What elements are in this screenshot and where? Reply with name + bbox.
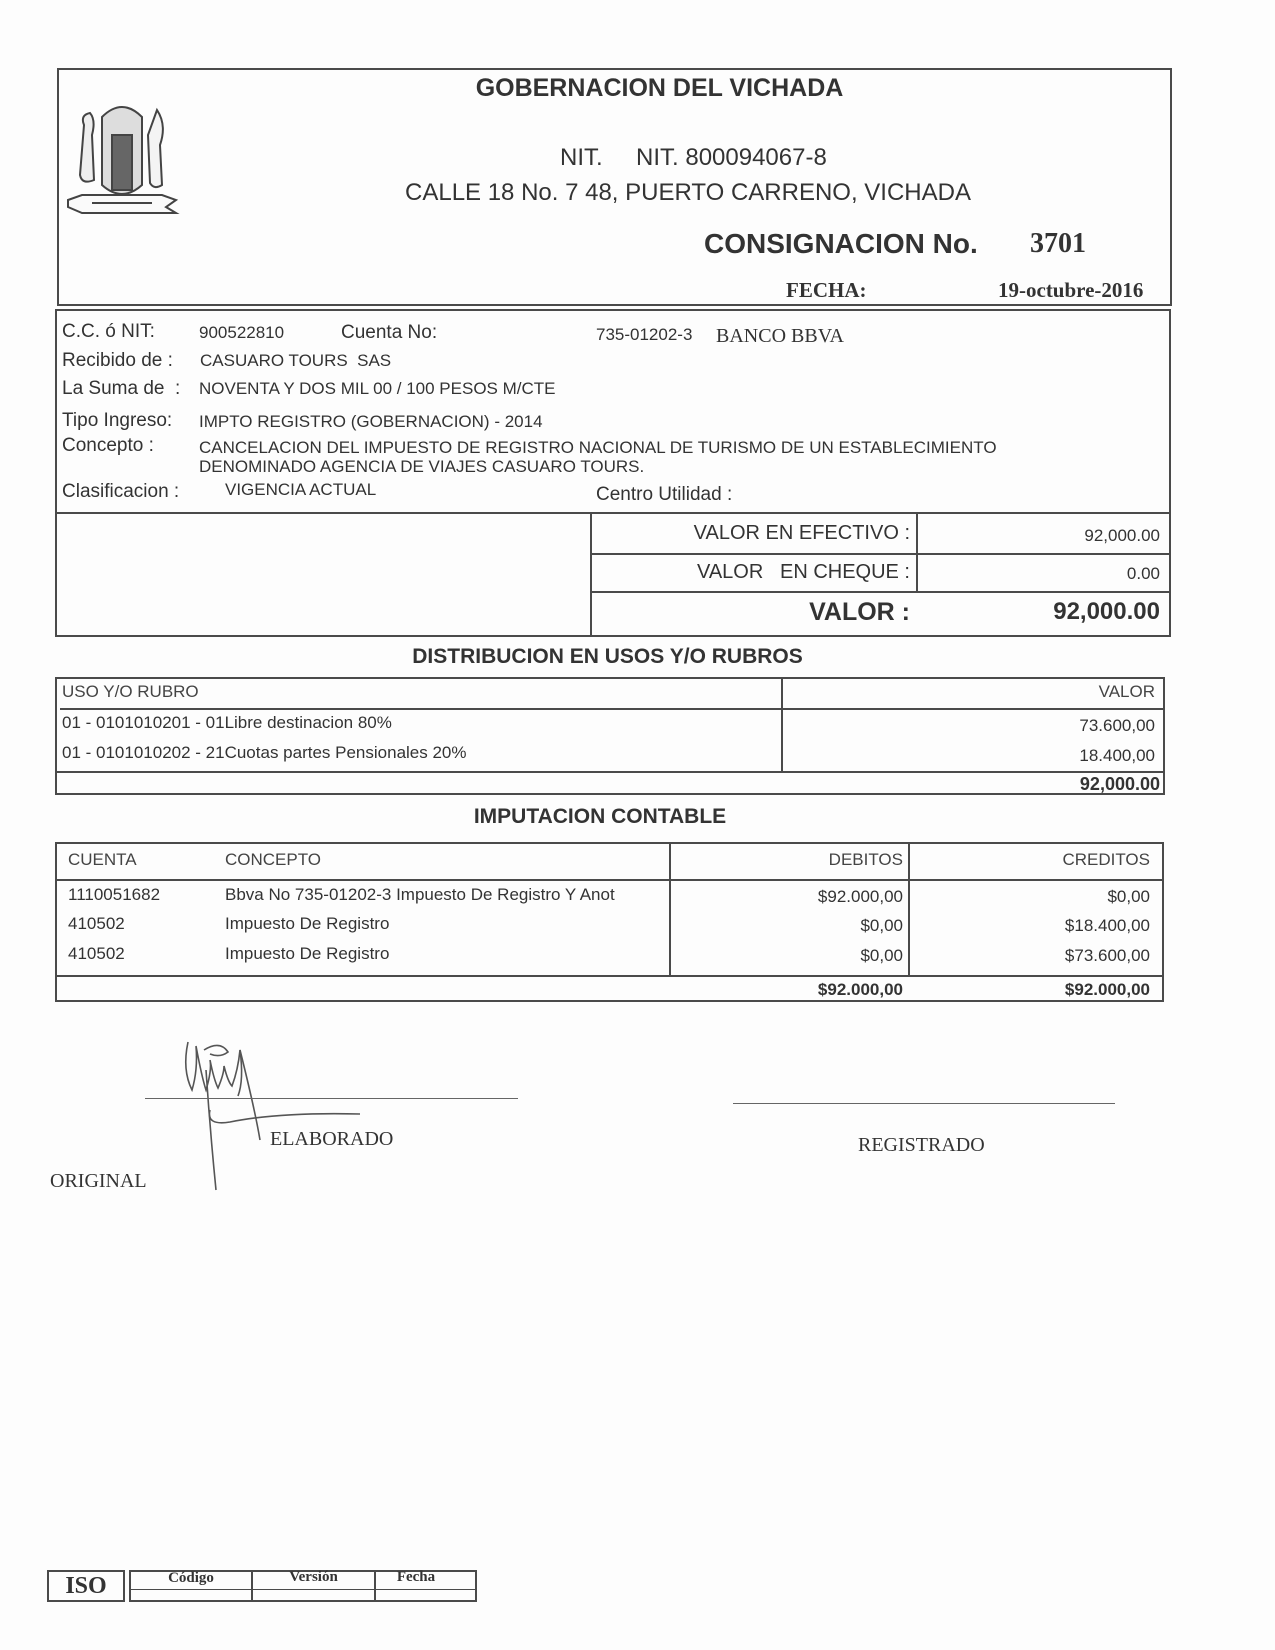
divider <box>55 512 1170 514</box>
imputacion-credito: $0,00 <box>1107 887 1150 906</box>
clasificacion-label: Clasificacion : <box>62 481 180 502</box>
distribucion-total: 92,000.00 <box>1079 774 1160 794</box>
iso-label: ISO <box>65 1573 107 1599</box>
elaborado-label: ELABORADO <box>270 1128 394 1150</box>
divider <box>55 975 1164 977</box>
cuenta-label: Cuenta No: <box>341 322 438 343</box>
divider <box>669 842 671 976</box>
clasificacion-value: VIGENCIA ACTUAL <box>225 480 377 499</box>
distribucion-rubro: 01 - 0101010202 - 21Cuotas partes Pensionales 20% <box>62 743 467 762</box>
cheque-value: 0.00 <box>1126 564 1160 583</box>
suma-label: La Suma de : <box>62 378 181 399</box>
imputacion-header-cuenta: CUENTA <box>68 850 137 869</box>
tipo-ingreso-label: Tipo Ingreso: <box>62 410 173 431</box>
cc-nit-value: 900522810 <box>199 323 285 342</box>
consignacion-label: CONSIGNACION No. <box>704 228 978 259</box>
iso-version-header: Versión <box>289 1569 338 1585</box>
cc-nit-label: C.C. ó NIT: <box>62 321 155 342</box>
centro-utilidad-label: Centro Utilidad : <box>596 484 733 505</box>
divider <box>55 879 1164 881</box>
registrado-signature-line <box>733 1103 1115 1104</box>
divider <box>916 512 918 592</box>
signature-mark <box>140 1030 440 1200</box>
imputacion-credito: $73.600,00 <box>1064 946 1150 965</box>
imputacion-header-debitos: DEBITOS <box>828 850 903 869</box>
distribucion-valor: 73.600,00 <box>1079 716 1155 735</box>
coat-of-arms-icon <box>62 95 182 225</box>
imputacion-concepto: Impuesto De Registro <box>225 914 390 933</box>
divider <box>60 708 1165 710</box>
registrado-label: REGISTRADO <box>858 1134 985 1156</box>
concepto-label: Concepto : <box>62 435 154 456</box>
imputacion-cuenta: 410502 <box>68 944 125 963</box>
imputacion-cuenta: 1110051682 <box>68 885 161 904</box>
imputacion-debito: $0,00 <box>860 916 903 935</box>
imputacion-cuenta: 410502 <box>68 914 125 933</box>
distribucion-title: DISTRIBUCION EN USOS Y/O RUBROS <box>412 645 803 668</box>
recibido-label: Recibido de : <box>62 350 173 371</box>
concepto-line-2: DENOMINADO AGENCIA DE VIAJES CASUARO TOURS. <box>199 457 645 476</box>
cuenta-value: 735-01202-3 <box>596 325 693 344</box>
divider <box>781 677 783 772</box>
efectivo-label: VALOR EN EFECTIVO : <box>693 522 910 544</box>
fecha-label: FECHA: <box>786 278 867 302</box>
divider <box>129 1589 477 1590</box>
imputacion-concepto: Bbva No 735-01202-3 Impuesto De Registro Y Anot <box>225 885 615 904</box>
elaborado-signature-line <box>145 1098 518 1099</box>
organization-address: CALLE 18 No. 7 48, PUERTO CARRENO, VICHADA <box>405 179 971 206</box>
distribucion-header-rubro: USO Y/O RUBRO <box>62 682 199 701</box>
distribucion-rubro: 01 - 0101010201 - 01Libre destinacion 80% <box>62 713 392 732</box>
concepto-line-1: CANCELACION DEL IMPUESTO DE REGISTRO NACIONAL DE TURISMO DE UN ESTABLECIMIENTO <box>199 438 997 457</box>
suma-value: NOVENTA Y DOS MIL 00 / 100 PESOS M/CTE <box>199 379 556 398</box>
divider <box>55 771 1165 773</box>
organization-title: GOBERNACION DEL VICHADA <box>475 74 844 102</box>
imputacion-concepto: Impuesto De Registro <box>225 944 390 963</box>
fecha-value: 19-octubre-2016 <box>998 278 1144 302</box>
imputacion-header-concepto: CONCEPTO <box>225 850 322 869</box>
valor-total-value: 92,000.00 <box>1053 598 1160 625</box>
imputacion-debito: $92.000,00 <box>817 887 903 906</box>
iso-fecha-header: Fecha <box>396 1569 436 1585</box>
imputacion-total-creditos: $92.000,00 <box>1064 980 1150 999</box>
recibido-value: CASUARO TOURS SAS <box>200 351 392 370</box>
consignacion-number: 3701 <box>1030 228 1086 259</box>
organization-nit: NIT. NIT. 800094067-8 <box>560 144 827 171</box>
distribucion-header-valor: VALOR <box>1098 682 1155 701</box>
valor-total-label: VALOR : <box>809 598 910 626</box>
distribucion-valor: 18.400,00 <box>1079 746 1155 765</box>
imputacion-title: IMPUTACION CONTABLE <box>473 805 727 828</box>
imputacion-debito: $0,00 <box>860 946 903 965</box>
efectivo-value: 92,000.00 <box>1084 526 1160 545</box>
divider <box>908 842 910 976</box>
divider <box>590 591 1170 593</box>
iso-codigo-header: Código <box>168 1570 214 1586</box>
imputacion-credito: $18.400,00 <box>1064 916 1150 935</box>
original-label: ORIGINAL <box>50 1170 147 1192</box>
imputacion-header-creditos: CREDITOS <box>1062 850 1150 869</box>
imputacion-total-debitos: $92.000,00 <box>817 980 903 999</box>
tipo-ingreso-value: IMPTO REGISTRO (GOBERNACION) - 2014 <box>199 412 543 431</box>
divider <box>590 553 1170 555</box>
banco-name: BANCO BBVA <box>716 325 844 347</box>
cheque-label: VALOR EN CHEQUE : <box>696 561 910 583</box>
divider <box>590 512 592 636</box>
